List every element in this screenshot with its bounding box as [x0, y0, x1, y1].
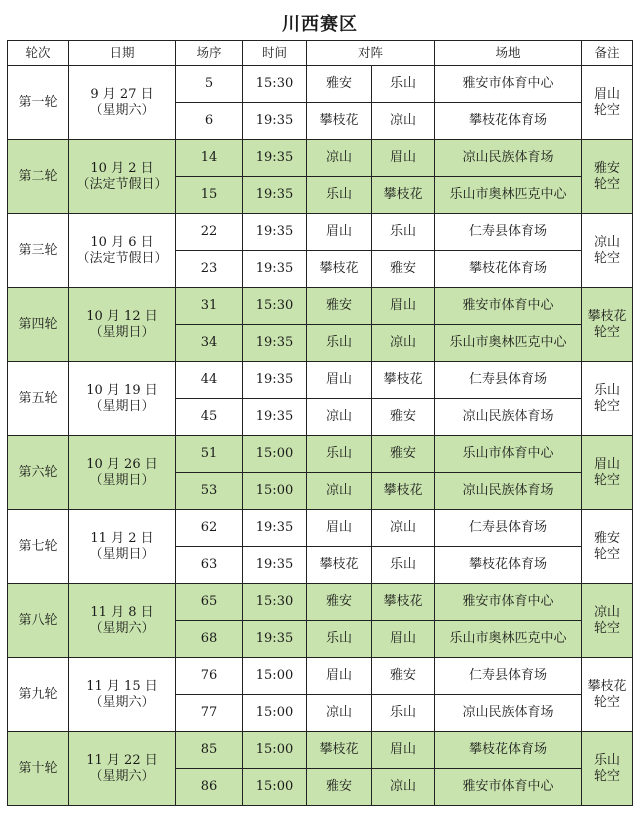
match-no-cell: 85	[176, 732, 243, 769]
header-remark: 备注	[582, 41, 633, 66]
match-no-cell: 53	[176, 473, 243, 510]
away-team-cell: 攀枝花	[372, 473, 435, 510]
round-cell: 第六轮	[8, 436, 69, 510]
time-cell: 15:00	[243, 695, 307, 732]
away-team-cell: 乐山	[372, 66, 435, 103]
table-row	[8, 732, 633, 769]
date-cell-line-1: 9 月 27 日	[90, 86, 154, 102]
date-cell-line-2: （星期六）	[89, 620, 155, 636]
home-team-cell: 雅安	[307, 288, 372, 325]
venue-cell: 凉山民族体育场	[435, 140, 582, 177]
time-cell: 15:00	[243, 658, 307, 695]
date-cell-line-1: 10 月 6 日	[90, 234, 154, 250]
table-header-row	[8, 41, 633, 66]
away-team-cell: 乐山	[372, 214, 435, 251]
table-row	[8, 140, 633, 177]
home-team-cell: 攀枝花	[307, 251, 372, 288]
venue-cell: 雅安市体育中心	[435, 584, 582, 621]
round-cell: 第三轮	[8, 214, 69, 288]
away-team-cell: 凉山	[372, 103, 435, 140]
venue-cell: 凉山民族体育场	[435, 695, 582, 732]
remark-cell	[582, 658, 633, 732]
away-team-cell: 攀枝花	[372, 177, 435, 214]
remark-cell-line-2: 轮空	[594, 102, 621, 118]
date-cell-line-1: 10 月 12 日	[86, 308, 158, 324]
page-title: 川西赛区	[282, 14, 358, 35]
home-team-cell: 乐山	[307, 177, 372, 214]
date-cell	[69, 362, 176, 436]
date-cell	[69, 658, 176, 732]
round-cell: 第二轮	[8, 140, 69, 214]
header-round: 轮次	[8, 41, 69, 66]
remark-cell	[582, 214, 633, 288]
remark-cell-line-1: 眉山	[594, 456, 621, 472]
remark-cell	[582, 140, 633, 214]
date-cell	[69, 436, 176, 510]
match-no-cell: 22	[176, 214, 243, 251]
home-team-cell: 凉山	[307, 399, 372, 436]
date-cell-line-1: 11 月 2 日	[90, 530, 154, 546]
remark-cell-line-1: 眉山	[594, 86, 621, 102]
table-row	[8, 584, 633, 621]
home-team-cell: 凉山	[307, 473, 372, 510]
header-match-no: 场序	[176, 41, 243, 66]
date-cell-line-2: （星期六）	[89, 694, 155, 710]
remark-cell-line-2: 轮空	[594, 546, 621, 562]
remark-cell-line-2: 轮空	[594, 176, 621, 192]
remark-cell	[582, 288, 633, 362]
round-cell: 第九轮	[8, 658, 69, 732]
schedule-table	[7, 40, 633, 806]
venue-cell: 凉山民族体育场	[435, 473, 582, 510]
away-team-cell: 眉山	[372, 140, 435, 177]
match-no-cell: 45	[176, 399, 243, 436]
match-no-cell: 5	[176, 66, 243, 103]
match-no-cell: 68	[176, 621, 243, 658]
date-cell	[69, 732, 176, 806]
remark-cell	[582, 732, 633, 806]
date-cell-line-2: （星期六）	[89, 102, 155, 118]
venue-cell: 雅安市体育中心	[435, 66, 582, 103]
remark-cell	[582, 510, 633, 584]
match-no-cell: 6	[176, 103, 243, 140]
venue-cell: 乐山市奥林匹克中心	[435, 621, 582, 658]
time-cell: 19:35	[243, 325, 307, 362]
date-cell-line-1: 10 月 2 日	[90, 160, 154, 176]
away-team-cell: 凉山	[372, 510, 435, 547]
home-team-cell: 凉山	[307, 695, 372, 732]
match-no-cell: 65	[176, 584, 243, 621]
venue-cell: 攀枝花体育场	[435, 251, 582, 288]
round-cell: 第八轮	[8, 584, 69, 658]
time-cell: 19:35	[243, 621, 307, 658]
date-cell	[69, 214, 176, 288]
table-row	[8, 658, 633, 695]
match-no-cell: 86	[176, 769, 243, 806]
date-cell-line-1: 11 月 22 日	[86, 752, 158, 768]
date-cell	[69, 584, 176, 658]
home-team-cell: 雅安	[307, 769, 372, 806]
match-no-cell: 62	[176, 510, 243, 547]
date-cell-line-2: （星期日）	[89, 398, 155, 414]
home-team-cell: 凉山	[307, 140, 372, 177]
date-cell-line-2: （法定节假日）	[76, 250, 168, 266]
home-team-cell: 眉山	[307, 362, 372, 399]
remark-cell-line-1: 攀枝花	[587, 678, 627, 694]
venue-cell: 乐山市奥林匹克中心	[435, 325, 582, 362]
match-no-cell: 15	[176, 177, 243, 214]
time-cell: 19:35	[243, 103, 307, 140]
venue-cell: 攀枝花体育场	[435, 547, 582, 584]
match-no-cell: 63	[176, 547, 243, 584]
home-team-cell: 攀枝花	[307, 547, 372, 584]
date-cell-line-2: （星期六）	[89, 768, 155, 784]
away-team-cell: 眉山	[372, 621, 435, 658]
home-team-cell: 乐山	[307, 325, 372, 362]
venue-cell: 凉山民族体育场	[435, 399, 582, 436]
match-no-cell: 44	[176, 362, 243, 399]
time-cell: 15:30	[243, 66, 307, 103]
away-team-cell: 凉山	[372, 769, 435, 806]
time-cell: 19:35	[243, 510, 307, 547]
time-cell: 19:35	[243, 251, 307, 288]
time-cell: 19:35	[243, 362, 307, 399]
remark-cell	[582, 436, 633, 510]
venue-cell: 仁寿县体育场	[435, 214, 582, 251]
home-team-cell: 乐山	[307, 436, 372, 473]
away-team-cell: 乐山	[372, 547, 435, 584]
header-teams: 对阵	[307, 41, 435, 66]
away-team-cell: 攀枝花	[372, 362, 435, 399]
venue-cell: 乐山市奥林匹克中心	[435, 177, 582, 214]
away-team-cell: 眉山	[372, 288, 435, 325]
venue-cell: 仁寿县体育场	[435, 510, 582, 547]
date-cell	[69, 510, 176, 584]
away-team-cell: 雅安	[372, 399, 435, 436]
remark-cell-line-1: 凉山	[594, 234, 621, 250]
remark-cell-line-1: 乐山	[594, 382, 621, 398]
remark-cell-line-2: 轮空	[594, 620, 621, 636]
remark-cell	[582, 362, 633, 436]
table-row	[8, 214, 633, 251]
date-cell-line-2: （法定节假日）	[76, 176, 168, 192]
home-team-cell: 雅安	[307, 584, 372, 621]
remark-cell-line-2: 轮空	[594, 250, 621, 266]
remark-cell-line-2: 轮空	[594, 398, 621, 414]
time-cell: 15:00	[243, 769, 307, 806]
header-date: 日期	[69, 41, 176, 66]
match-no-cell: 23	[176, 251, 243, 288]
away-team-cell: 雅安	[372, 251, 435, 288]
date-cell-line-2: （星期日）	[89, 472, 155, 488]
match-no-cell: 14	[176, 140, 243, 177]
date-cell	[69, 140, 176, 214]
match-no-cell: 76	[176, 658, 243, 695]
home-team-cell: 眉山	[307, 658, 372, 695]
remark-cell-line-1: 乐山	[594, 752, 621, 768]
remark-cell	[582, 584, 633, 658]
home-team-cell: 攀枝花	[307, 103, 372, 140]
table-row	[8, 436, 633, 473]
away-team-cell: 乐山	[372, 695, 435, 732]
remark-cell-line-1: 雅安	[594, 160, 621, 176]
round-cell: 第十轮	[8, 732, 69, 806]
header-time: 时间	[243, 41, 307, 66]
venue-cell: 攀枝花体育场	[435, 732, 582, 769]
remark-cell-line-1: 雅安	[594, 530, 621, 546]
away-team-cell: 雅安	[372, 658, 435, 695]
home-team-cell: 雅安	[307, 66, 372, 103]
header-venue: 场地	[435, 41, 582, 66]
time-cell: 19:35	[243, 214, 307, 251]
round-cell: 第五轮	[8, 362, 69, 436]
round-cell: 第七轮	[8, 510, 69, 584]
remark-cell-line-1: 攀枝花	[587, 308, 627, 324]
remark-cell	[582, 66, 633, 140]
away-team-cell: 雅安	[372, 436, 435, 473]
remark-cell-line-2: 轮空	[594, 694, 621, 710]
date-cell-line-1: 10 月 19 日	[86, 382, 158, 398]
home-team-cell: 乐山	[307, 621, 372, 658]
away-team-cell: 眉山	[372, 732, 435, 769]
table-row	[8, 66, 633, 103]
home-team-cell: 眉山	[307, 214, 372, 251]
time-cell: 15:00	[243, 473, 307, 510]
table-row	[8, 288, 633, 325]
venue-cell: 雅安市体育中心	[435, 288, 582, 325]
table-row	[8, 510, 633, 547]
time-cell: 15:00	[243, 436, 307, 473]
date-cell-line-1: 11 月 15 日	[86, 678, 158, 694]
away-team-cell: 攀枝花	[372, 584, 435, 621]
venue-cell: 雅安市体育中心	[435, 769, 582, 806]
time-cell: 15:00	[243, 732, 307, 769]
venue-cell: 仁寿县体育场	[435, 658, 582, 695]
home-team-cell: 眉山	[307, 510, 372, 547]
date-cell	[69, 288, 176, 362]
time-cell: 15:30	[243, 584, 307, 621]
match-no-cell: 51	[176, 436, 243, 473]
time-cell: 15:30	[243, 288, 307, 325]
time-cell: 19:35	[243, 177, 307, 214]
schedule-body	[8, 66, 633, 806]
remark-cell-line-2: 轮空	[594, 472, 621, 488]
time-cell: 19:35	[243, 547, 307, 584]
away-team-cell: 凉山	[372, 325, 435, 362]
date-cell-line-1: 11 月 8 日	[90, 604, 154, 620]
venue-cell: 仁寿县体育场	[435, 362, 582, 399]
home-team-cell: 攀枝花	[307, 732, 372, 769]
round-cell: 第四轮	[8, 288, 69, 362]
date-cell-line-2: （星期日）	[89, 546, 155, 562]
match-no-cell: 77	[176, 695, 243, 732]
venue-cell: 乐山市体育中心	[435, 436, 582, 473]
time-cell: 19:35	[243, 399, 307, 436]
date-cell-line-1: 10 月 26 日	[86, 456, 158, 472]
remark-cell-line-1: 凉山	[594, 604, 621, 620]
match-no-cell: 34	[176, 325, 243, 362]
remark-cell-line-2: 轮空	[594, 768, 621, 784]
date-cell-line-2: （星期日）	[89, 324, 155, 340]
venue-cell: 攀枝花体育场	[435, 103, 582, 140]
round-cell: 第一轮	[8, 66, 69, 140]
table-row	[8, 362, 633, 399]
remark-cell-line-2: 轮空	[594, 324, 621, 340]
date-cell	[69, 66, 176, 140]
time-cell: 19:35	[243, 140, 307, 177]
match-no-cell: 31	[176, 288, 243, 325]
